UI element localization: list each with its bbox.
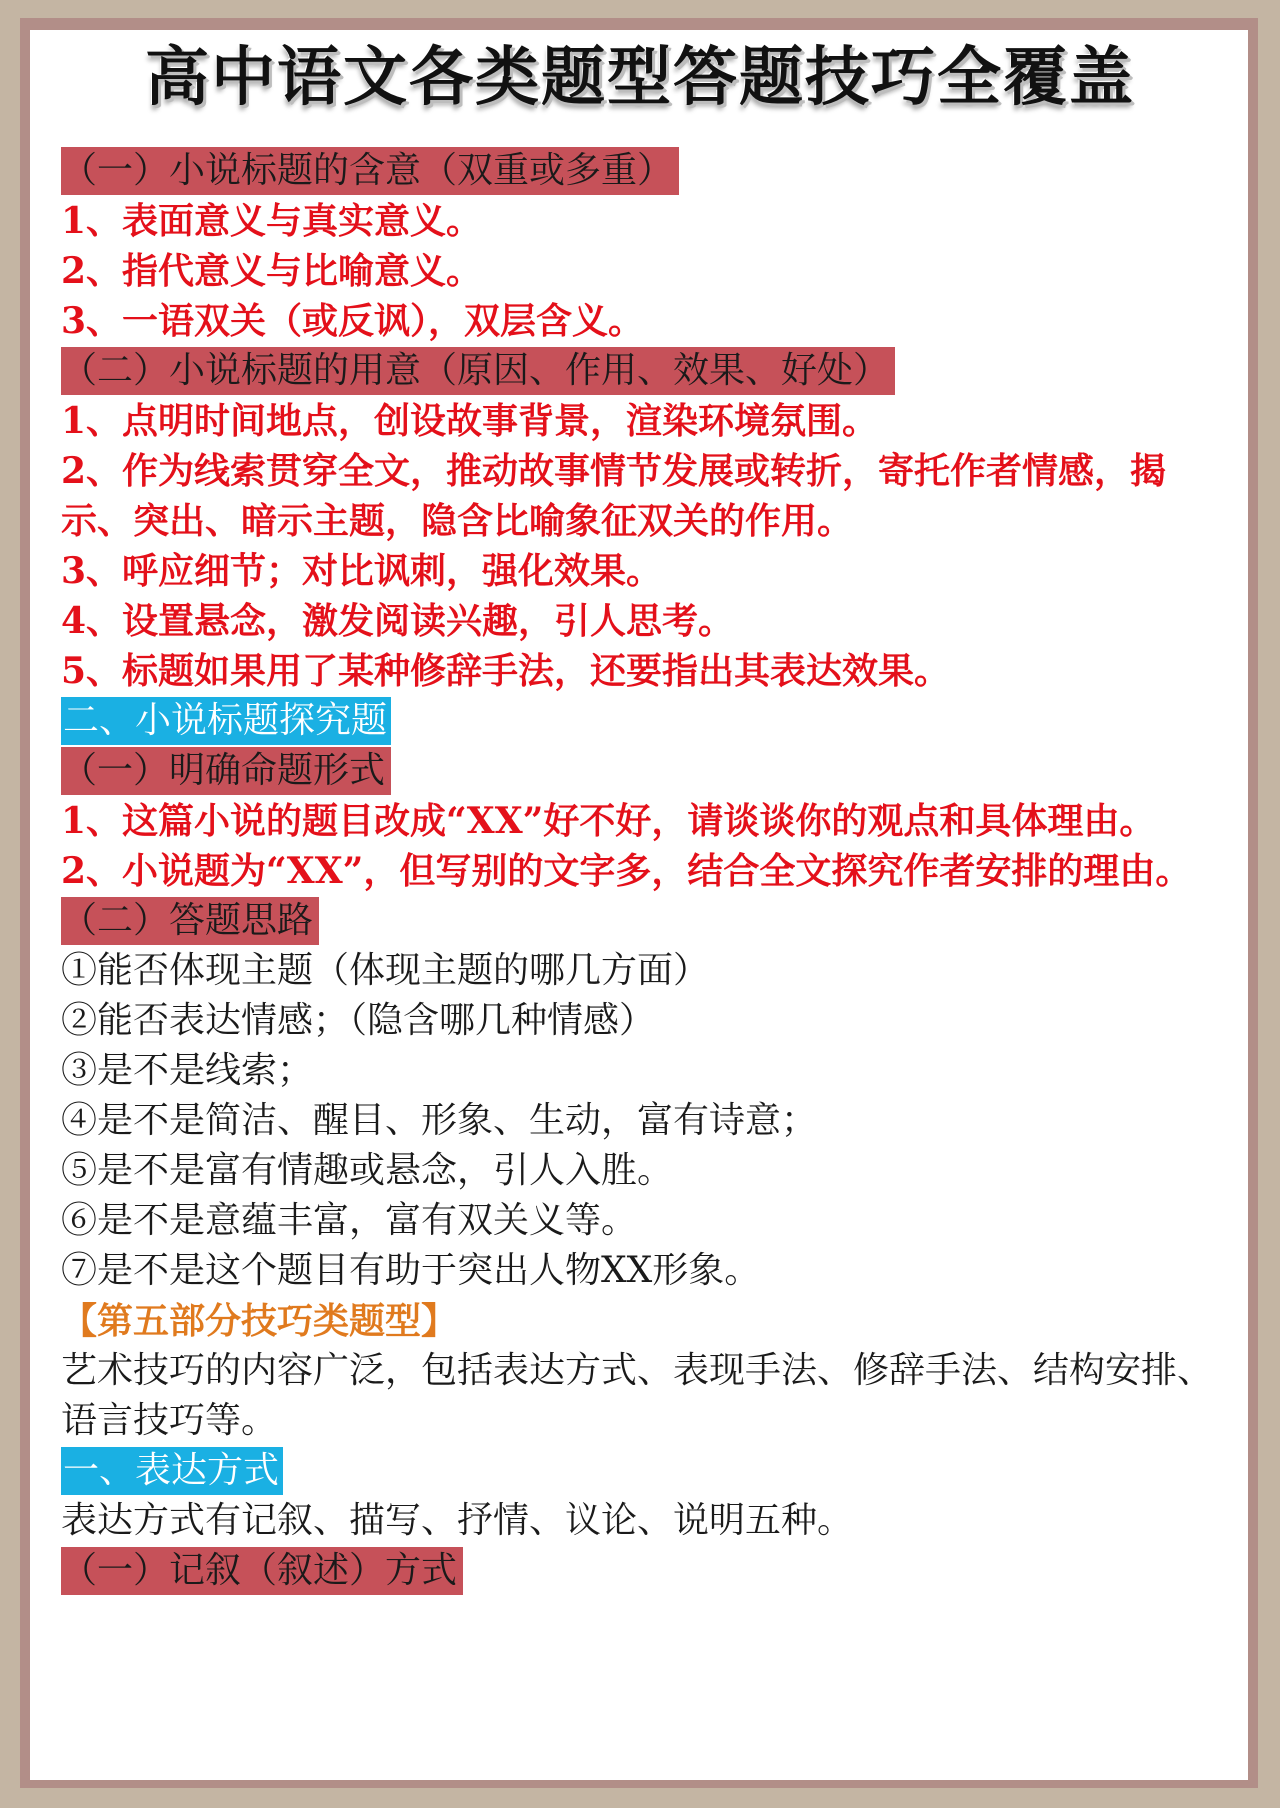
heading-title-meaning: （一）小说标题的含意（双重或多重）	[61, 147, 679, 195]
document-title: 高中语文各类题型答题技巧全覆盖	[145, 41, 1135, 115]
list-item: ①能否体现主题（体现主题的哪几方面）	[61, 950, 710, 991]
heading-question-form: （一）明确命题形式	[61, 747, 391, 795]
list-item: 4、设置悬念，激发阅读兴趣，引人思考。	[61, 600, 735, 642]
list-item: 3、呼应细节；对比讽刺，强化效果。	[61, 550, 663, 592]
heading-title-purpose: （二）小说标题的用意（原因、作用、效果、好处）	[61, 347, 895, 395]
paragraph: 艺术技巧的内容广泛，包括表达方式、表现手法、修辞手法、结构安排、语言技巧等。	[61, 1350, 1214, 1441]
list-item: ⑥是不是意蕴丰富，富有双关义等。	[61, 1200, 638, 1241]
list-item: ③是不是线索；	[61, 1050, 314, 1091]
document-body	[61, 146, 1216, 1596]
list-item: 5、标题如果用了某种修辞手法，还要指出其表达效果。	[61, 650, 951, 692]
list-item: ②能否表达情感；（隐含哪几种情感）	[61, 1000, 656, 1041]
section-title-explore: 二、小说标题探究题	[61, 697, 391, 745]
part-five-heading: 【第五部分技巧类题型】	[61, 1300, 458, 1342]
list-item: 1、这篇小说的题目改成“XX”好不好，请谈谈你的观点和具体理由。	[61, 800, 1156, 842]
list-item: 2、指代意义与比喻意义。	[61, 250, 483, 292]
list-item: 1、点明时间地点，创设故事背景，渲染环境氛围。	[61, 400, 879, 442]
list-item: 1、表面意义与真实意义。	[61, 200, 483, 242]
list-item: ⑦是不是这个题目有助于突出人物XX形象。	[61, 1250, 761, 1291]
list-item: 2、小说题为“XX”，但写别的文字多，结合全文探究作者安排的理由。	[61, 850, 1192, 892]
section-title-expression: 一、表达方式	[61, 1447, 283, 1495]
list-item: ⑤是不是富有情趣或悬念，引人入胜。	[61, 1150, 674, 1191]
paragraph: 表达方式有记叙、描写、抒情、议论、说明五种。	[61, 1500, 854, 1541]
list-item: 2、作为线索贯穿全文，推动故事情节发展或转折，寄托作者情感，揭示、突出、暗示主题，隐含比喻象征双关的作用。	[61, 450, 1167, 542]
list-item: 3、一语双关（或反讽），双层含义。	[61, 300, 645, 342]
list-item: ④是不是简洁、醒目、形象、生动，富有诗意；	[61, 1100, 818, 1141]
heading-answer-approach: （二）答题思路	[61, 897, 319, 945]
heading-narration: （一）记叙（叙述）方式	[61, 1547, 463, 1595]
